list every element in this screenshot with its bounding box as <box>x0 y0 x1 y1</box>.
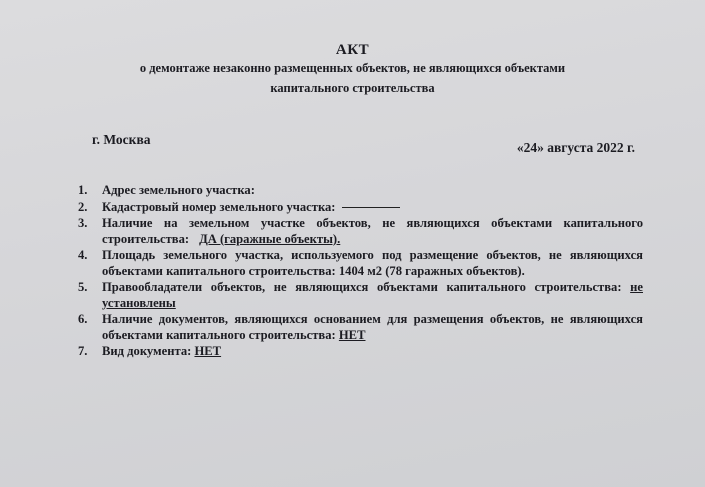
item-text <box>102 344 643 360</box>
item-value: не установлены <box>102 280 643 310</box>
list-item <box>78 216 643 247</box>
item-value: ДА (гаражные объекты). <box>199 231 341 246</box>
item-label: Наличие документов, являющихся основанием для размещения объектов, не являющихся объектами капитального строительства: <box>102 312 643 342</box>
item-label: Вид документа: <box>102 344 192 358</box>
item-text <box>102 280 643 311</box>
item-label: Адрес земельного участка: <box>102 183 255 197</box>
document-title: АКТ <box>335 42 370 58</box>
item-label: Наличие на земельном участке объектов, не являющихся объектами капитального строительства: <box>102 216 643 246</box>
item-number: 6. <box>78 312 88 326</box>
item-label: Правообладатели объектов, не являющихся объектами капитального строительства: <box>102 280 622 294</box>
item-text <box>102 200 643 216</box>
blank-line <box>342 207 400 208</box>
item-label: Площадь земельного участка, используемого под размещение объектов, не являющихся объектами капитального строительства: 1404 м2 (78 гаражных объектов). <box>102 248 643 278</box>
list-item <box>78 280 643 311</box>
item-number: 7. <box>78 344 88 358</box>
item-number: 2. <box>78 199 88 214</box>
item-value: НЕТ <box>194 344 222 358</box>
subtitle-line-2: капитального строительства <box>270 81 435 95</box>
items-list <box>78 183 643 361</box>
item-text <box>102 248 643 279</box>
list-item <box>78 344 643 360</box>
item-number: 3. <box>78 216 88 230</box>
list-item <box>78 312 643 343</box>
item-label: Кадастровый номер земельного участка: <box>102 199 336 214</box>
item-text <box>102 216 643 247</box>
subtitle-line-1: о демонтаже незаконно размещенных объектов, не являющихся объектами <box>139 61 566 75</box>
document-date: «24» августа 2022 г. <box>516 140 635 155</box>
list-item <box>78 183 643 199</box>
list-item <box>78 248 643 279</box>
item-value: НЕТ <box>338 327 366 342</box>
list-item <box>78 200 643 216</box>
item-number: 5. <box>78 280 88 294</box>
document-subtitle <box>40 58 665 98</box>
document-city: г. Москва <box>92 132 151 147</box>
item-number: 1. <box>78 183 88 197</box>
item-number: 4. <box>78 248 88 262</box>
item-text <box>102 183 643 199</box>
item-text <box>102 312 643 343</box>
